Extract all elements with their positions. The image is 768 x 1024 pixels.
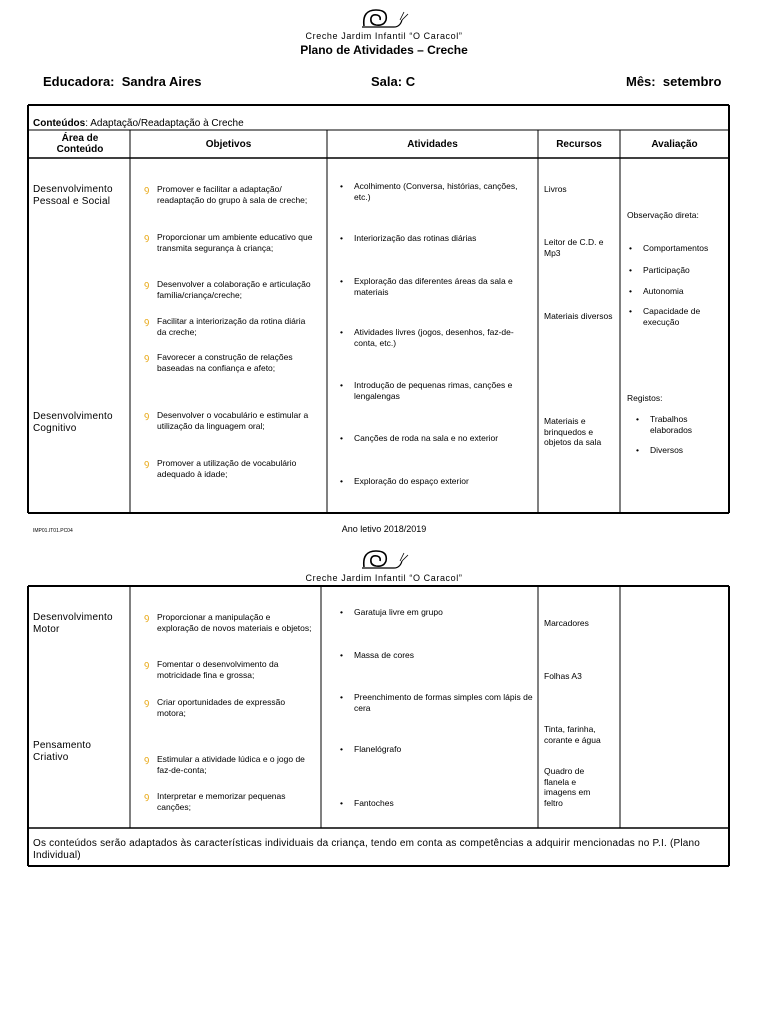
snail-bullet-icon: ꝯ <box>144 352 150 362</box>
document-code: IMP01.IT01.PC04 <box>33 528 73 534</box>
snail-bullet-icon: ꝯ <box>144 754 150 764</box>
resource-item: Folhas A3 <box>544 671 582 681</box>
objective-item: ꝯ Promover a utilização de vocabulário adequado à idade; <box>144 458 297 479</box>
snail-bullet-icon: ꝯ <box>144 316 150 326</box>
resource-item: Leitor de C.D. e Mp3 <box>544 237 604 258</box>
activity-item: • Exploração das diferentes áreas da sala e materiais <box>340 276 513 297</box>
activity-item: • Atividades livres (jogos, desenhos, faz-de-conta, etc.) <box>340 327 514 348</box>
snail-bullet-icon: ꝯ <box>144 232 150 242</box>
col-header-resources: Recursos <box>556 139 602 150</box>
school-name: Creche Jardim Infantil “O Caracol” <box>305 31 463 41</box>
room-value: C <box>405 74 416 89</box>
activity-item: • Garatuja livre em grupo <box>340 607 443 617</box>
snail-bullet-icon: ꝯ <box>144 791 150 801</box>
snail-bullet-icon: ꝯ <box>144 697 150 707</box>
snail-bullet-icon: ꝯ <box>144 279 150 289</box>
resource-item: Tinta, farinha, corante e água <box>544 724 601 745</box>
col-header-objectives: Objetivos <box>205 139 252 150</box>
resource-item: Materiais e brinquedos e objetos da sala <box>544 416 602 447</box>
objective-item: ꝯ Estimular a atividade lúdica e o jogo de faz-de-conta; <box>144 754 305 775</box>
evaluation-direct-label: Observação direta: <box>627 210 699 220</box>
snail-bullet-icon: ꝯ <box>144 184 150 194</box>
objective-item: ꝯ Criar oportunidades de expressão motora; <box>144 697 286 718</box>
objective-item: ꝯ Proporcionar um ambiente educativo que transmita segurança à criança; <box>144 232 313 253</box>
area-personal-social: Desenvolvimento Pessoal e Social <box>33 184 113 207</box>
snail-bullet-icon: ꝯ <box>144 612 150 622</box>
contents-value: : Adaptação/Readaptação à Creche <box>85 118 244 129</box>
evaluation-item: • Capacidade de execução <box>629 306 701 327</box>
adaptation-note: Os conteúdos serão adaptados às características individuais da criança, tendo em conta as competências a adquirir mencionadas no P.I. (Plano Individual) <box>33 838 701 861</box>
evaluation-records-label: Registos: <box>627 393 663 403</box>
resource-item: Quadro de flanela e imagens em feltro <box>544 766 591 808</box>
resource-item: Marcadores <box>544 618 589 628</box>
contents-label: Conteúdos <box>33 118 86 129</box>
col-header-activities: Atividades <box>407 139 458 150</box>
objective-item: ꝯ Promover e facilitar a adaptação/ readaptação do grupo à sala de creche; <box>144 184 308 205</box>
activity-item: • Flanelógrafo <box>340 744 402 754</box>
area-cognitive: Desenvolvimento Cognitivo <box>33 411 113 434</box>
evaluation-item: • Comportamentos <box>629 243 709 253</box>
evaluation-item: • Autonomia <box>629 286 684 296</box>
objective-item: ꝯ Facilitar a interiorização da rotina diária da creche; <box>144 316 306 337</box>
col-header-area: Área de Conteúdo <box>56 133 104 155</box>
objective-item: ꝯ Desenvolver o vocabulário e estimular a utilização da linguagem oral; <box>144 410 309 431</box>
objective-item: ꝯ Proporcionar a manipulação e exploração de novos materiais e objetos; <box>144 612 312 633</box>
resource-item: Materiais diversos <box>544 311 613 321</box>
educator-label: Educadora: <box>43 74 115 89</box>
evaluation-item: • Participação <box>629 265 690 275</box>
col-header-evaluation: Avaliação <box>651 139 698 150</box>
snail-bullet-icon: ꝯ <box>144 458 150 468</box>
area-creative: Pensamento Criativo <box>33 740 92 763</box>
activity-item: • Exploração do espaço exterior <box>340 476 469 486</box>
activity-item: • Acolhimento (Conversa, histórias, canções, etc.) <box>340 181 518 202</box>
objective-item: ꝯ Interpretar e memorizar pequenas canções; <box>144 791 286 812</box>
resource-item: Livros <box>544 184 567 194</box>
activity-item: • Canções de roda na sala e no exterior <box>340 433 499 443</box>
activity-item: • Massa de cores <box>340 650 414 660</box>
objective-item: ꝯ Favorecer a construção de relações baseadas na confiança e afeto; <box>144 352 293 373</box>
month-value: setembro <box>662 74 722 89</box>
school-name: Creche Jardim Infantil “O Caracol” <box>305 573 463 583</box>
activity-item: • Fantoches <box>340 798 394 808</box>
educator-name: Sandra Aires <box>121 74 202 89</box>
objective-item: ꝯ Fomentar o desenvolvimento da motricidade fina e grossa; <box>144 659 279 680</box>
school-year: Ano letivo 2018/2019 <box>341 524 427 534</box>
activity-item: • Preenchimento de formas simples com lápis de cera <box>340 692 533 713</box>
snail-bullet-icon: ꝯ <box>144 410 150 420</box>
evaluation-item: • Trabalhos elaborados <box>636 414 693 435</box>
evaluation-item: • Diversos <box>636 445 684 455</box>
activity-item: • Introdução de pequenas rimas, canções e lengalengas <box>340 380 513 401</box>
activity-item: • Interiorização das rotinas diárias <box>340 233 477 243</box>
area-motor: Desenvolvimento Motor <box>33 612 113 635</box>
objective-item: ꝯ Desenvolver a colaboração e articulação família/criança/creche; <box>144 279 311 300</box>
snail-bullet-icon: ꝯ <box>144 659 150 669</box>
room-label: Sala: <box>371 74 403 89</box>
plan-title: Plano de Atividades – Creche <box>300 43 468 57</box>
month-label: Mês: <box>626 74 656 89</box>
